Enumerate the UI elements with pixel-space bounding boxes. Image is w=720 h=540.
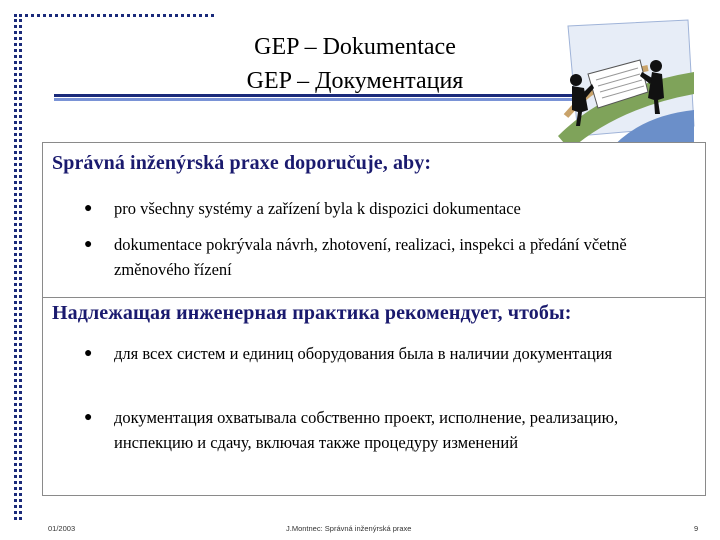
list-item: ● документация охватывала собственно проект, исполнение, реализацию, инспекцию и сдачу, включая также процедуру изменений xyxy=(84,405,674,455)
decorative-dotted-border-top xyxy=(14,14,214,22)
title-line-russian: GEP – Документация xyxy=(246,68,464,94)
bullet-icon: ● xyxy=(84,237,93,252)
slide-title xyxy=(150,30,560,98)
section-divider xyxy=(42,297,706,298)
bullet-icon: ● xyxy=(84,410,93,425)
title-line-czech: GEP – Dokumentace xyxy=(254,34,456,60)
list-item: ● pro všechny systémy a zařízení byla k dispozici dokumentace xyxy=(84,196,674,221)
section-heading-russian: Надлежащая инженерная практика рекомендует, чтобы: xyxy=(52,302,572,324)
list-item: ● для всех систем и единиц оборудования была в наличии документация xyxy=(84,341,674,366)
footer-date: 01/2003 xyxy=(48,524,76,533)
footer-title: J.Montnec: Správná inženýrská praxe xyxy=(286,524,412,533)
bullet-icon: ● xyxy=(84,201,93,216)
section-heading-czech: Správná inženýrská praxe doporučuje, aby: xyxy=(52,152,432,174)
bullet-icon: ● xyxy=(84,346,93,361)
page-number: 9 xyxy=(694,524,699,533)
list-item: ● dokumentace pokrývala návrh, zhotovení, realizaci, inspekci a předání včetně změnového řízení xyxy=(84,232,674,282)
decorative-dotted-border xyxy=(14,14,22,520)
two-figures-carrying-document-clipart xyxy=(548,16,698,152)
